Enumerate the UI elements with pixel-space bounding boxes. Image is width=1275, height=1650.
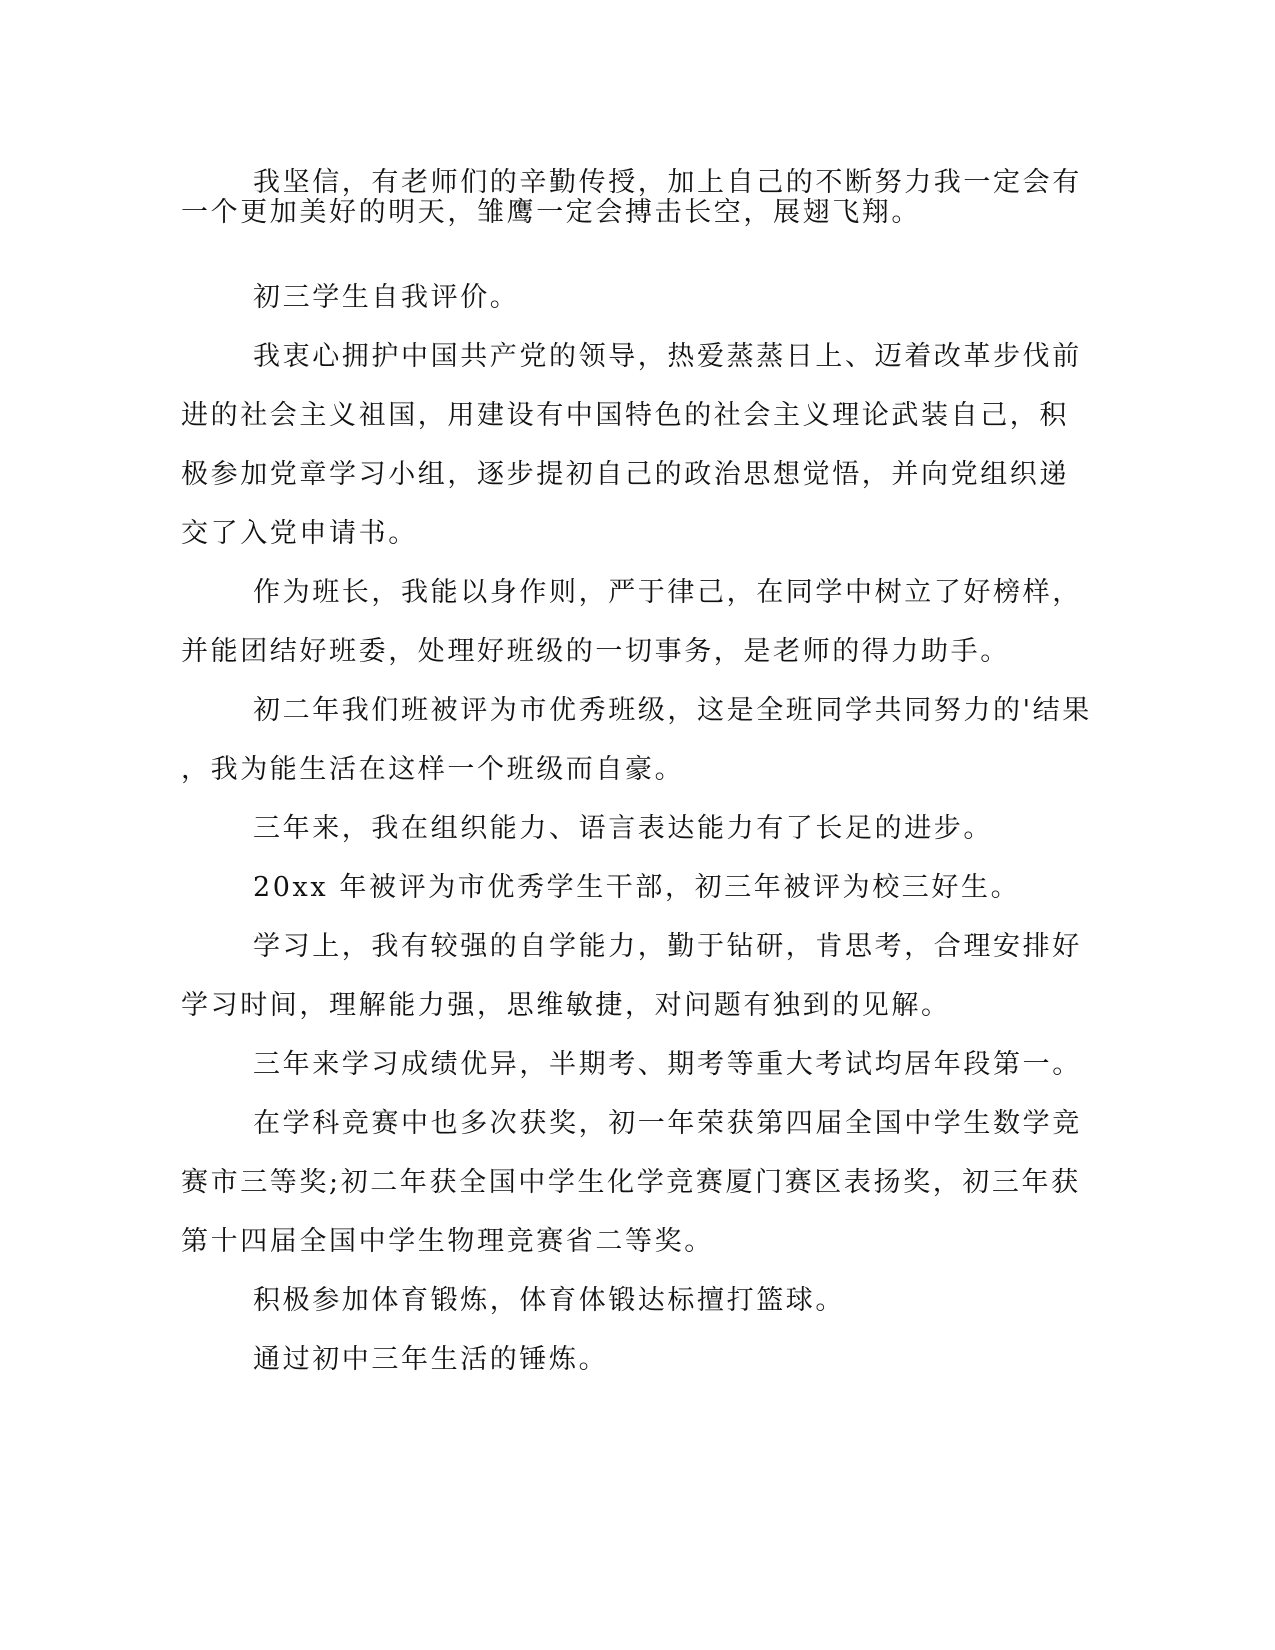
- text-line: 三年来，我在组织能力、语言表达能力有了长足的进步。: [253, 813, 993, 844]
- text-line: 学习上，我有较强的自学能力，勤于钻研，肯思考，合理安排好: [253, 931, 1082, 962]
- text-line: 第十四届全国中学生物理竞赛省二等奖。: [181, 1226, 714, 1257]
- text-line: 赛市三等奖;初二年获全国中学生化学竞赛厦门赛区表扬奖，初三年获: [181, 1167, 1081, 1198]
- text-line: 我坚信，有老师们的辛勤传授，加上自己的不断努力我一定会有: [253, 167, 1082, 198]
- text-line: 作为班长，我能以身作则，严于律己，在同学中树立了好榜样，: [253, 577, 1082, 608]
- text-line: 极参加党章学习小组，逐步提初自己的政治思想觉悟，并向党组织递: [181, 459, 1069, 490]
- text-line: 在学科竞赛中也多次获奖，初一年荣获第四届全国中学生数学竞: [253, 1108, 1082, 1139]
- text-line: 进的社会主义祖国，用建设有中国特色的社会主义理论武装自己，积: [181, 400, 1069, 431]
- text-line: 积极参加体育锻炼，体育体锻达标擅打篮球。: [253, 1285, 845, 1316]
- text-line: 通过初中三年生活的锤炼。: [253, 1344, 609, 1375]
- text-line: 一个更加美好的明天，雏鹰一定会搏击长空，展翅飞翔。: [181, 197, 921, 228]
- text-line: 初三学生自我评价。: [253, 282, 520, 313]
- text-line: 我衷心拥护中国共产党的领导，热爱蒸蒸日上、迈着改革步伐前: [253, 341, 1082, 372]
- text-line: 学习时间，理解能力强，思维敏捷，对问题有独到的见解。: [181, 990, 951, 1021]
- text-line: 交了入党申请书。: [181, 518, 418, 549]
- text-line: 初二年我们班被评为市优秀班级，这是全班同学共同努力的'结果: [253, 695, 1092, 726]
- text-line: 20xx 年被评为市优秀学生干部，初三年被评为校三好生。: [253, 872, 1021, 903]
- text-line: ，我为能生活在这样一个班级而自豪。: [181, 754, 685, 785]
- text-line: 并能团结好班委，处理好班级的一切事务，是老师的得力助手。: [181, 636, 1010, 667]
- text-line: 三年来学习成绩优异，半期考、期考等重大考试均居年段第一。: [253, 1049, 1082, 1080]
